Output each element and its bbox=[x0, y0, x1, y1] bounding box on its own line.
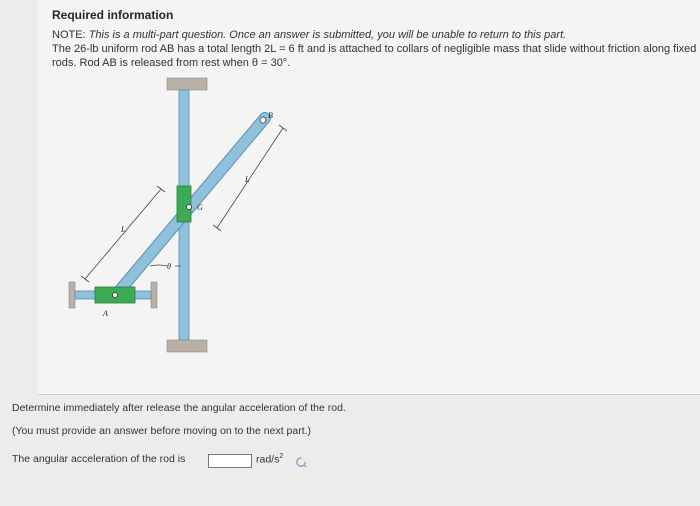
label-l-upper: L bbox=[245, 175, 250, 184]
loading-icon bbox=[295, 456, 307, 468]
unit-exponent: 2 bbox=[279, 453, 284, 460]
pin-a bbox=[113, 293, 118, 298]
label-l-lower: L bbox=[121, 225, 126, 234]
label-a: A bbox=[103, 309, 108, 318]
answer-unit bbox=[256, 453, 283, 466]
section-title: Required information bbox=[52, 8, 174, 22]
label-b: B bbox=[268, 111, 273, 120]
question-prompt: Determine immediately after release the angular acceleration of the rod. bbox=[12, 402, 346, 414]
collar-g bbox=[177, 186, 191, 222]
label-g: G bbox=[197, 203, 203, 212]
dimension-line-lower bbox=[85, 189, 161, 279]
left-support bbox=[69, 282, 75, 308]
pin-b bbox=[260, 117, 266, 123]
angular-acceleration-input[interactable] bbox=[208, 454, 252, 468]
note-label: NOTE: bbox=[52, 29, 86, 41]
dimension-tick-upper-a bbox=[213, 225, 221, 231]
problem-statement: The 26-lb uniform rod AB has a total length 2L = 6 ft and is attached to collars of negligible mass that slide without friction along fixed rods. Rod AB is released from rest when θ = 30°. bbox=[52, 43, 697, 69]
question-instruction: (You must provide an answer before moving on to the next part.) bbox=[12, 425, 312, 437]
right-support bbox=[151, 282, 157, 308]
note-line bbox=[52, 29, 566, 41]
dimension-tick-lower-b bbox=[157, 186, 165, 192]
unit-text: rad/s bbox=[256, 453, 280, 466]
dimension-tick-upper-b bbox=[279, 125, 287, 131]
pin-g bbox=[187, 205, 192, 210]
bottom-support bbox=[167, 340, 207, 352]
rod-diagram bbox=[55, 76, 305, 356]
dimension-tick-lower-a bbox=[81, 276, 89, 282]
top-support bbox=[167, 78, 207, 90]
answer-label: The angular acceleration of the rod is bbox=[12, 453, 186, 465]
theta-arc bbox=[150, 265, 167, 266]
note-text: This is a multi-part question. Once an answer is submitted, you will be unable to return to this part. bbox=[88, 29, 567, 41]
label-theta: θ bbox=[167, 262, 171, 271]
